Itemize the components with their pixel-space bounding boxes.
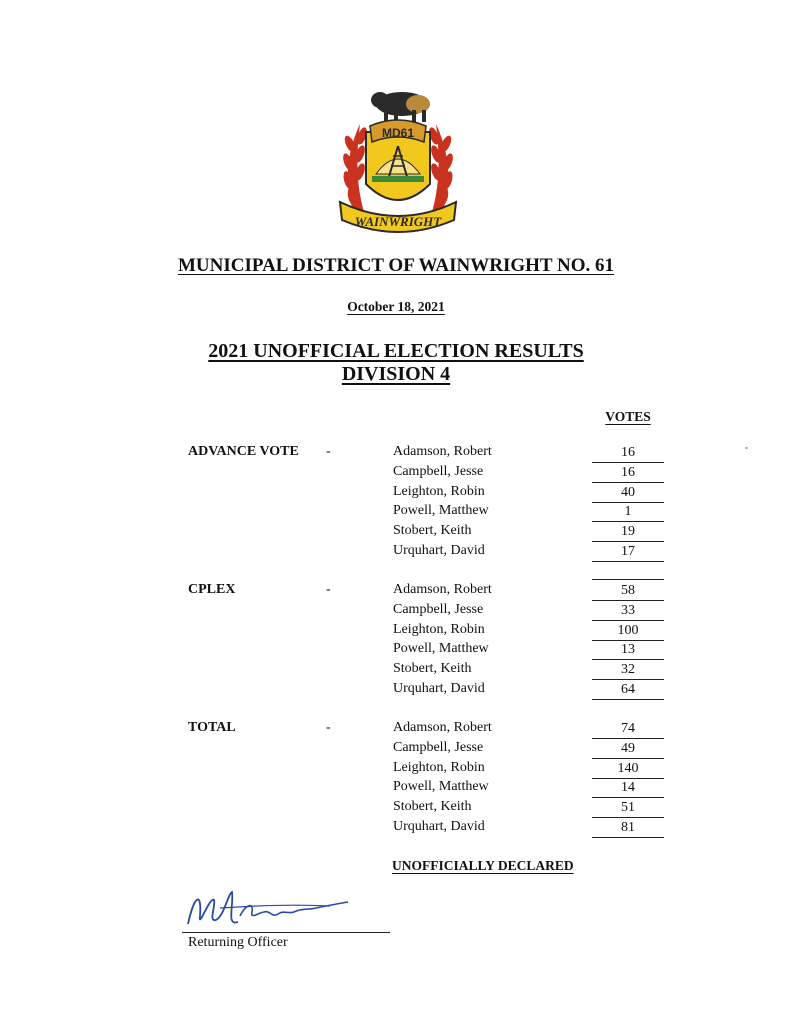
wheat-right-icon — [427, 124, 455, 214]
bison-icon — [371, 92, 430, 122]
section-label: ADVANCE VOTE — [188, 444, 299, 459]
candidate-name: Stobert, Keith — [393, 799, 472, 815]
section-label: TOTAL — [188, 720, 236, 735]
vote-count: 32 — [592, 661, 664, 680]
vote-count: 17 — [592, 543, 664, 562]
candidate-name: Campbell, Jesse — [393, 601, 484, 617]
scan-speck — [745, 447, 748, 449]
candidate-name: Adamson, Robert — [393, 720, 492, 735]
votes-column-heading: VOTES — [605, 409, 651, 424]
wainwright-banner-text: WAINWRIGHT — [354, 214, 442, 229]
candidate-name: Leighton, Robin — [393, 621, 485, 637]
results-title-line1: 2021 UNOFFICIAL ELECTION RESULTS — [208, 340, 584, 362]
results-title-line2: DIVISION 4 — [341, 363, 451, 385]
returning-officer-label: Returning Officer — [188, 935, 288, 950]
unofficially-declared-text: UNOFFICIALLY DECLARED — [392, 858, 574, 873]
candidate-name: Campbell, Jesse — [393, 463, 484, 479]
vote-count: 49 — [592, 740, 664, 759]
vote-count: 33 — [592, 602, 664, 621]
candidate-name: Campbell, Jesse — [393, 739, 484, 755]
vote-count: 51 — [592, 799, 664, 818]
candidate-name: Urquhart, David — [393, 819, 485, 834]
section-label: CPLEX — [188, 582, 236, 597]
election-date: October 18, 2021 — [347, 299, 445, 314]
vote-count: 14 — [592, 779, 664, 798]
candidate-name: Urquhart, David — [393, 543, 485, 558]
section-dash: - — [326, 720, 331, 735]
section-dash: - — [326, 444, 331, 459]
vote-count: 13 — [592, 641, 664, 660]
wheat-left-icon — [341, 124, 369, 214]
candidate-name: Stobert, Keith — [393, 661, 472, 677]
candidate-name: Adamson, Robert — [393, 444, 492, 459]
candidate-name: Leighton, Robin — [393, 483, 485, 499]
vote-count: 16 — [592, 464, 664, 483]
vote-count: 19 — [592, 523, 664, 542]
section-dash: - — [326, 582, 331, 597]
md61-plaque — [370, 120, 426, 142]
md61-wainwright-crest-logo — [326, 84, 470, 244]
md61-text: MD61 — [381, 126, 415, 140]
vote-count: 58 — [592, 582, 664, 601]
vote-count: 1 — [592, 503, 664, 522]
vote-count: 74 — [592, 720, 664, 739]
candidate-name: Adamson, Robert — [393, 582, 492, 597]
candidate-name: Stobert, Keith — [393, 523, 472, 539]
candidate-name: Powell, Matthew — [393, 779, 489, 795]
vote-count: 140 — [592, 760, 664, 779]
vote-count: 100 — [592, 622, 664, 641]
candidate-name: Urquhart, David — [393, 681, 485, 696]
vote-count: 16 — [592, 444, 664, 463]
returning-officer-signature — [180, 886, 355, 934]
results-title — [0, 340, 792, 386]
candidate-name: Powell, Matthew — [393, 503, 489, 519]
district-title: MUNICIPAL DISTRICT OF WAINWRIGHT NO. 61 — [177, 255, 615, 276]
vote-count: 40 — [592, 484, 664, 503]
vote-count: 81 — [592, 819, 664, 838]
vote-count: 64 — [592, 681, 664, 700]
table-rule — [592, 579, 664, 580]
candidate-name: Powell, Matthew — [393, 641, 489, 657]
candidate-name: Leighton, Robin — [393, 759, 485, 775]
signature-line — [182, 932, 390, 933]
